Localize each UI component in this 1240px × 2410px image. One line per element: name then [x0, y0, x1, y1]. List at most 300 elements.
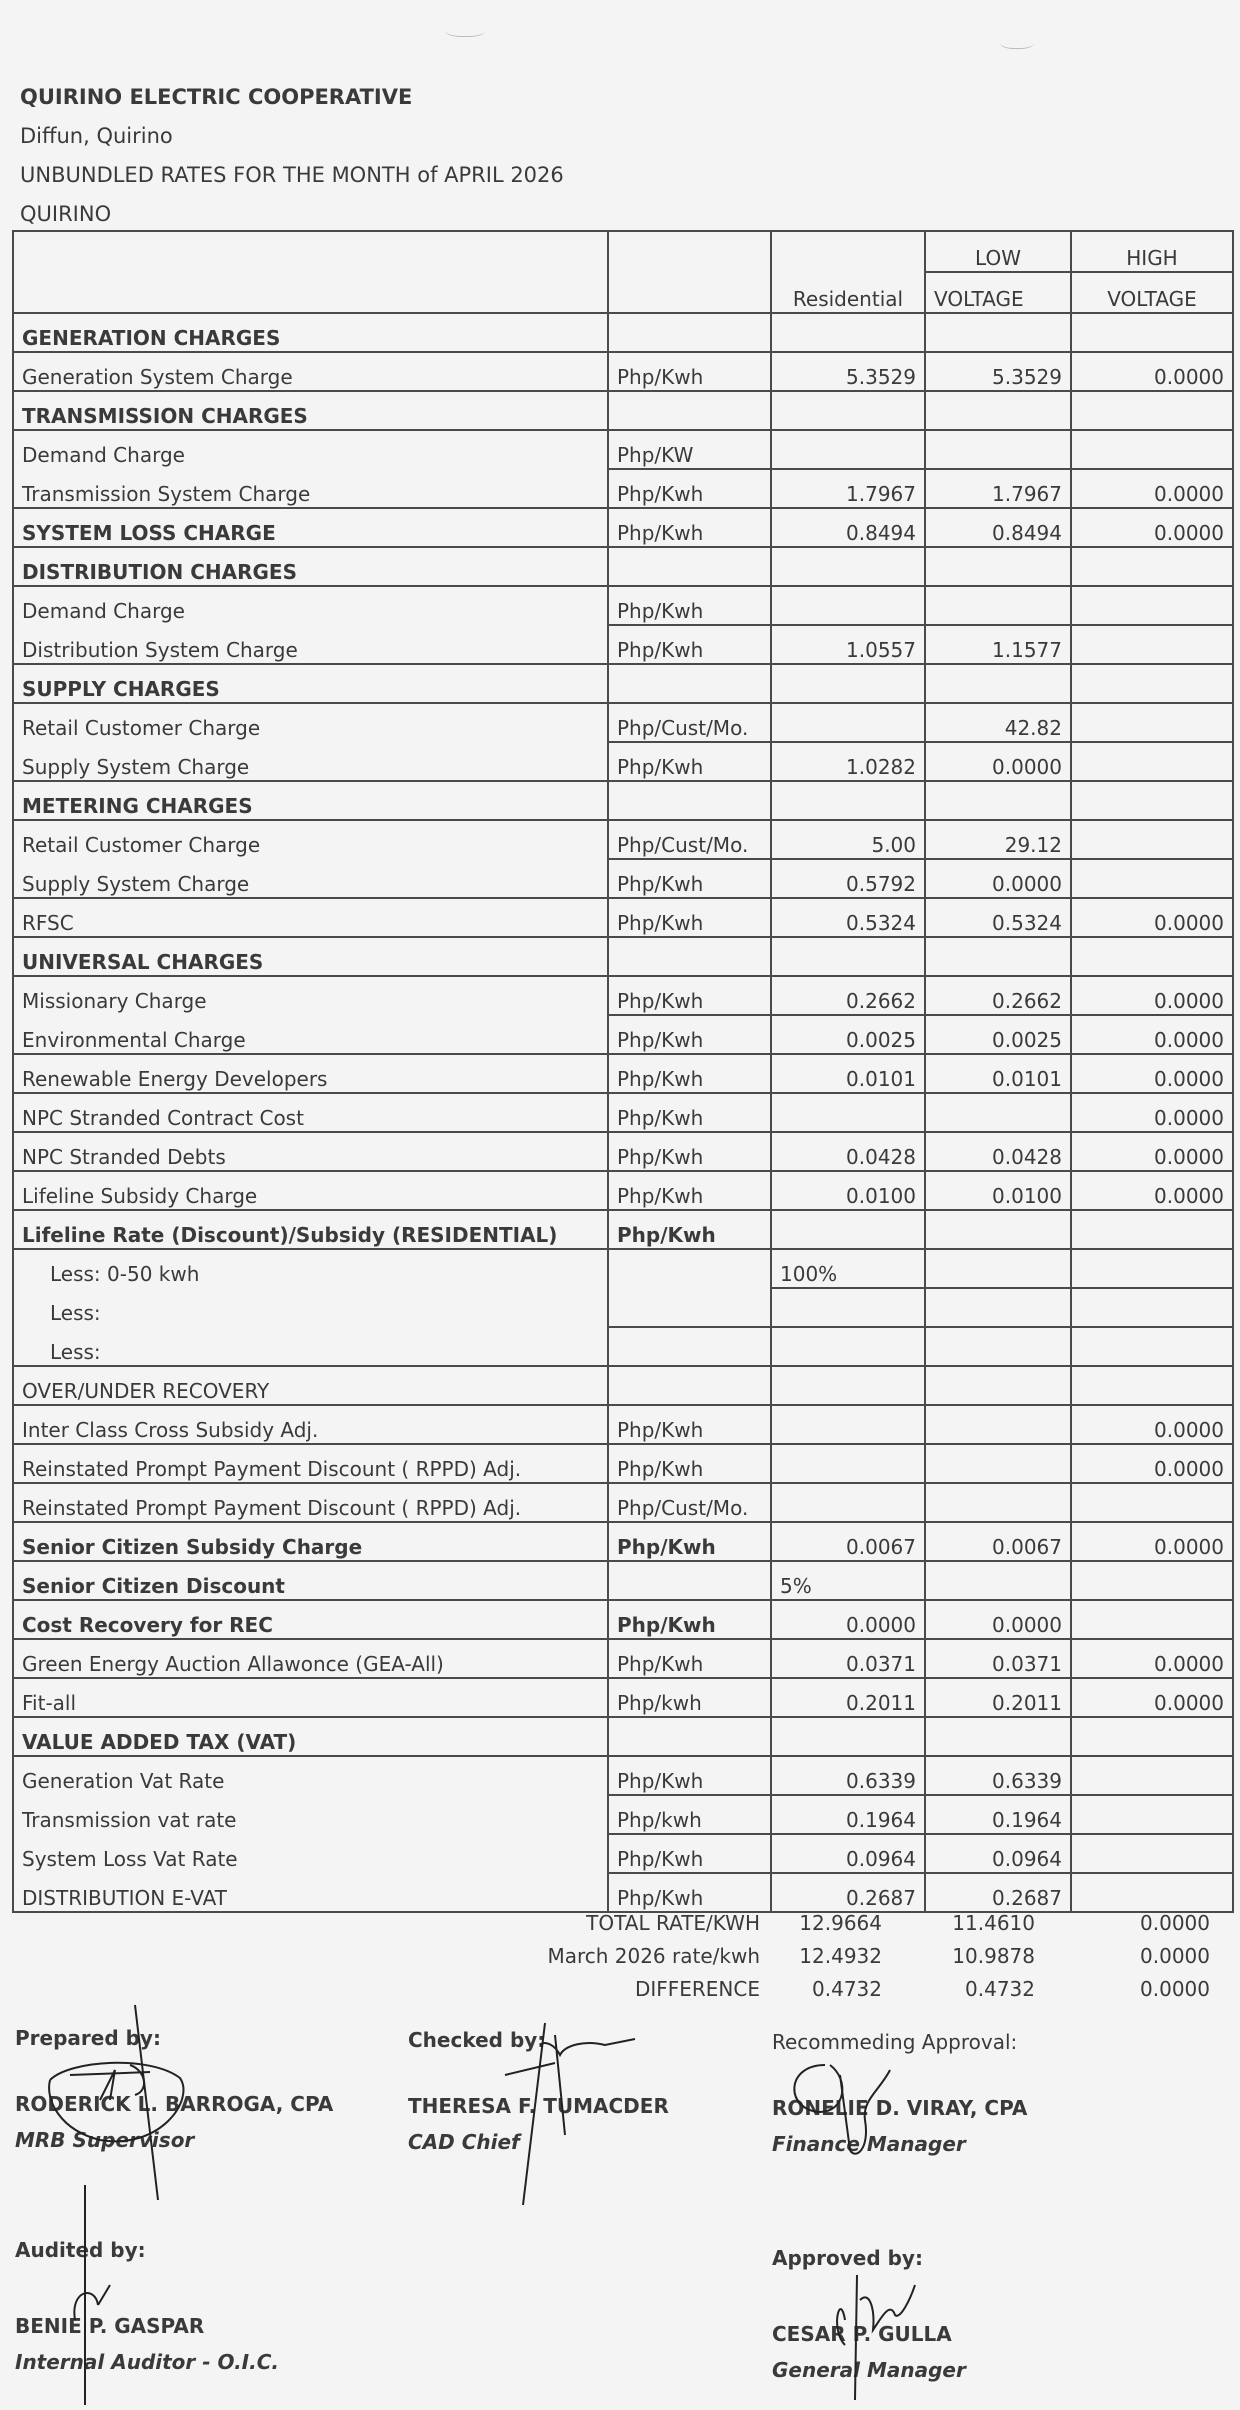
low-voltage-value	[925, 1444, 1071, 1483]
col-header-high-top: HIGH	[1071, 231, 1233, 272]
row-unit: Php/Cust/Mo.	[608, 820, 771, 859]
high-voltage-value	[1071, 1327, 1233, 1366]
residential-value	[771, 1093, 925, 1132]
row-unit: Php/Kwh	[608, 1600, 771, 1639]
checked-position: CAD Chief	[408, 2130, 520, 2154]
residential-value: 5%	[771, 1561, 925, 1600]
high-voltage-value	[1071, 859, 1233, 898]
table-row	[13, 898, 1233, 937]
residential-value	[771, 1483, 925, 1522]
row-unit	[608, 1327, 771, 1366]
high-voltage-value: 0.0000	[1071, 469, 1233, 508]
table-row	[13, 1093, 1233, 1132]
totals-label: TOTAL RATE/KWH	[586, 1911, 760, 1935]
totals-residential: 0.4732	[812, 1977, 882, 2001]
high-voltage-value	[1071, 1210, 1233, 1249]
residential-value	[771, 1444, 925, 1483]
row-label: Lifeline Subsidy Charge	[13, 1171, 608, 1210]
row-label: Environmental Charge	[13, 1015, 608, 1054]
table-row	[13, 1249, 1233, 1288]
low-voltage-value: 0.2662	[925, 976, 1071, 1015]
organization-name: QUIRINO ELECTRIC COOPERATIVE	[20, 85, 413, 109]
residential-value: 0.0964	[771, 1834, 925, 1873]
recommending-position: Finance Manager	[772, 2132, 966, 2156]
totals-section	[0, 1905, 1240, 2004]
recommending-label: Recommeding Approval:	[772, 2030, 1018, 2054]
signatory-recommending	[772, 2024, 1027, 2162]
section-row	[13, 664, 1233, 703]
row-label: VALUE ADDED TAX (VAT)	[13, 1717, 608, 1756]
low-voltage-value: 0.0067	[925, 1522, 1071, 1561]
section-row	[13, 1522, 1233, 1561]
section-row	[13, 1561, 1233, 1600]
high-voltage-value	[1071, 1717, 1233, 1756]
row-unit: Php/Kwh	[608, 1132, 771, 1171]
row-unit	[608, 313, 771, 352]
table-row	[13, 1366, 1233, 1405]
row-label: System Loss Vat Rate	[13, 1834, 608, 1873]
row-unit: Php/Kwh	[608, 1171, 771, 1210]
table-row	[13, 703, 1233, 742]
section-row	[13, 391, 1233, 430]
low-voltage-value	[925, 1483, 1071, 1522]
row-label: Supply System Charge	[13, 859, 608, 898]
residential-value: 1.0557	[771, 625, 925, 664]
row-label: Retail Customer Charge	[13, 820, 608, 859]
low-voltage-value: 0.0428	[925, 1132, 1071, 1171]
row-unit: Php/KW	[608, 430, 771, 469]
document-title: UNBUNDLED RATES FOR THE MONTH of APRIL 2026	[20, 163, 564, 187]
audited-position: Internal Auditor - O.I.C.	[15, 2350, 279, 2374]
row-unit: Php/Cust/Mo.	[608, 1483, 771, 1522]
table-row	[13, 469, 1233, 508]
audited-name: BENIE P. GASPAR	[15, 2314, 205, 2338]
high-voltage-value	[1071, 781, 1233, 820]
row-unit: Php/Kwh	[608, 1834, 771, 1873]
table-row	[13, 1054, 1233, 1093]
residential-value: 1.7967	[771, 469, 925, 508]
low-voltage-value: 0.8494	[925, 508, 1071, 547]
row-label: Senior Citizen Discount	[13, 1561, 608, 1600]
row-label: GENERATION CHARGES	[13, 313, 608, 352]
table-row	[13, 1327, 1233, 1366]
table-row	[13, 1444, 1233, 1483]
recommending-name: RONELIE D. VIRAY, CPA	[772, 2096, 1028, 2120]
high-voltage-value	[1071, 1366, 1233, 1405]
row-label: Green Energy Auction Allawonce (GEA-All)	[13, 1639, 608, 1678]
row-unit: Php/Kwh	[608, 976, 771, 1015]
row-label: Fit-all	[13, 1678, 608, 1717]
totals-low-voltage: 0.4732	[965, 1977, 1035, 2001]
approved-name: CESAR P. GULLA	[772, 2322, 952, 2346]
column-header-row-top	[13, 231, 1233, 272]
totals-label: March 2026 rate/kwh	[547, 1944, 760, 1968]
row-label: SUPPLY CHARGES	[13, 664, 608, 703]
low-voltage-value: 1.1577	[925, 625, 1071, 664]
high-voltage-value	[1071, 547, 1233, 586]
row-unit: Php/kwh	[608, 1678, 771, 1717]
high-voltage-value	[1071, 1834, 1233, 1873]
low-voltage-value	[925, 1093, 1071, 1132]
residential-value: 0.0000	[771, 1600, 925, 1639]
table-row	[13, 430, 1233, 469]
totals-residential: 12.4932	[799, 1944, 882, 1968]
table-row	[13, 625, 1233, 664]
low-voltage-value: 0.0371	[925, 1639, 1071, 1678]
low-voltage-value	[925, 547, 1071, 586]
totals-low-voltage: 11.4610	[952, 1911, 1035, 1935]
header-blank	[13, 272, 608, 313]
residential-value	[771, 547, 925, 586]
high-voltage-value	[1071, 430, 1233, 469]
row-label: Missionary Charge	[13, 976, 608, 1015]
residential-value	[771, 1366, 925, 1405]
totals-high-voltage: 0.0000	[1140, 1944, 1210, 1968]
low-voltage-value	[925, 664, 1071, 703]
col-header-residential: Residential	[771, 272, 925, 313]
residential-value: 0.5324	[771, 898, 925, 937]
totals-low-voltage: 10.9878	[952, 1944, 1035, 1968]
low-voltage-value	[925, 1405, 1071, 1444]
row-unit: Php/Kwh	[608, 1444, 771, 1483]
area-name: QUIRINO	[20, 202, 112, 226]
totals-label: DIFFERENCE	[634, 1977, 760, 2001]
high-voltage-value	[1071, 703, 1233, 742]
residential-value: 0.0025	[771, 1015, 925, 1054]
high-voltage-value: 0.0000	[1071, 1093, 1233, 1132]
row-unit: Php/Kwh	[608, 898, 771, 937]
high-voltage-value	[1071, 937, 1233, 976]
low-voltage-value	[925, 937, 1071, 976]
prepared-position: MRB Supervisor	[15, 2128, 195, 2152]
low-voltage-value: 0.5324	[925, 898, 1071, 937]
high-voltage-value	[1071, 1600, 1233, 1639]
low-voltage-value	[925, 1249, 1071, 1288]
residential-value: 0.0101	[771, 1054, 925, 1093]
header-blank	[13, 231, 608, 272]
residential-value	[771, 781, 925, 820]
totals-row	[0, 1905, 1240, 1938]
signatory-prepared	[15, 2020, 333, 2158]
residential-value	[771, 586, 925, 625]
residential-value: 0.6339	[771, 1756, 925, 1795]
col-header-high-bottom: VOLTAGE	[1071, 272, 1233, 313]
row-unit: Php/Kwh	[608, 1873, 771, 1912]
section-row	[13, 508, 1233, 547]
low-voltage-value: 0.2011	[925, 1678, 1071, 1717]
high-voltage-value	[1071, 1561, 1233, 1600]
residential-value	[771, 1288, 925, 1327]
row-label: NPC Stranded Contract Cost	[13, 1093, 608, 1132]
row-unit	[608, 1288, 771, 1327]
residential-value	[771, 1210, 925, 1249]
residential-value: 0.0100	[771, 1171, 925, 1210]
row-label: NPC Stranded Debts	[13, 1132, 608, 1171]
row-label: Demand Charge	[13, 586, 608, 625]
residential-value	[771, 1327, 925, 1366]
low-voltage-value: 0.1964	[925, 1795, 1071, 1834]
row-label: Reinstated Prompt Payment Discount ( RPPD) Adj.	[13, 1483, 608, 1522]
residential-value	[771, 391, 925, 430]
totals-high-voltage: 0.0000	[1140, 1977, 1210, 2001]
section-row	[13, 781, 1233, 820]
residential-value: 0.5792	[771, 859, 925, 898]
high-voltage-value	[1071, 1795, 1233, 1834]
residential-value: 0.2662	[771, 976, 925, 1015]
table-row	[13, 820, 1233, 859]
low-voltage-value: 0.0100	[925, 1171, 1071, 1210]
high-voltage-value: 0.0000	[1071, 508, 1233, 547]
row-label: Less:	[13, 1288, 608, 1327]
checked-label: Checked by:	[408, 2028, 546, 2052]
col-header-low-bottom: VOLTAGE	[925, 272, 1071, 313]
row-label: SYSTEM LOSS CHARGE	[13, 508, 608, 547]
low-voltage-value	[925, 1717, 1071, 1756]
high-voltage-value: 0.0000	[1071, 1015, 1233, 1054]
table-row	[13, 1795, 1233, 1834]
table-row	[13, 1132, 1233, 1171]
high-voltage-value	[1071, 1288, 1233, 1327]
row-unit	[608, 547, 771, 586]
row-label: UNIVERSAL CHARGES	[13, 937, 608, 976]
row-unit	[608, 937, 771, 976]
low-voltage-value: 0.0000	[925, 1600, 1071, 1639]
low-voltage-value: 0.0101	[925, 1054, 1071, 1093]
high-voltage-value	[1071, 391, 1233, 430]
high-voltage-value: 0.0000	[1071, 1405, 1233, 1444]
table-row	[13, 1405, 1233, 1444]
row-label: Supply System Charge	[13, 742, 608, 781]
table-row	[13, 1834, 1233, 1873]
signatory-audited	[15, 2232, 279, 2380]
row-unit: Php/Kwh	[608, 508, 771, 547]
row-label: DISTRIBUTION E-VAT	[13, 1873, 608, 1912]
row-label: Generation System Charge	[13, 352, 608, 391]
high-voltage-value	[1071, 1756, 1233, 1795]
low-voltage-value	[925, 586, 1071, 625]
low-voltage-value	[925, 1288, 1071, 1327]
row-label: Reinstated Prompt Payment Discount ( RPPD) Adj.	[13, 1444, 608, 1483]
row-unit	[608, 664, 771, 703]
residential-value: 0.2011	[771, 1678, 925, 1717]
high-voltage-value	[1071, 1483, 1233, 1522]
low-voltage-value: 0.0964	[925, 1834, 1071, 1873]
totals-row	[0, 1971, 1240, 2004]
header-blank	[608, 272, 771, 313]
signatory-checked	[408, 2022, 669, 2160]
residential-value: 0.0428	[771, 1132, 925, 1171]
row-label: TRANSMISSION CHARGES	[13, 391, 608, 430]
low-voltage-value: 0.2687	[925, 1873, 1071, 1912]
residential-value	[771, 937, 925, 976]
row-label: Inter Class Cross Subsidy Adj.	[13, 1405, 608, 1444]
residential-value: 100%	[771, 1249, 925, 1288]
high-voltage-value: 0.0000	[1071, 1054, 1233, 1093]
rates-table	[12, 230, 1234, 1913]
residential-value: 5.00	[771, 820, 925, 859]
residential-value	[771, 430, 925, 469]
document-header	[20, 78, 564, 234]
row-unit: Php/Kwh	[608, 352, 771, 391]
high-voltage-value	[1071, 313, 1233, 352]
prepared-label: Prepared by:	[15, 2026, 161, 2050]
table-row	[13, 1678, 1233, 1717]
row-label: METERING CHARGES	[13, 781, 608, 820]
row-unit: Php/Kwh	[608, 1093, 771, 1132]
row-label: Generation Vat Rate	[13, 1756, 608, 1795]
signatory-approved	[772, 2240, 966, 2388]
section-row	[13, 937, 1233, 976]
high-voltage-value: 0.0000	[1071, 1678, 1233, 1717]
residential-value	[771, 703, 925, 742]
low-voltage-value: 29.12	[925, 820, 1071, 859]
residential-value: 0.1964	[771, 1795, 925, 1834]
residential-value: 5.3529	[771, 352, 925, 391]
row-unit: Php/Kwh	[608, 1054, 771, 1093]
row-unit: Php/Kwh	[608, 1756, 771, 1795]
high-voltage-value: 0.0000	[1071, 1522, 1233, 1561]
row-unit	[608, 1366, 771, 1405]
section-row	[13, 547, 1233, 586]
row-unit: Php/Kwh	[608, 586, 771, 625]
low-voltage-value	[925, 1561, 1071, 1600]
residential-value: 1.0282	[771, 742, 925, 781]
prepared-name: RODERICK L. BARROGA, CPA	[15, 2092, 334, 2116]
row-unit	[608, 391, 771, 430]
low-voltage-value: 42.82	[925, 703, 1071, 742]
row-unit: Php/Kwh	[608, 625, 771, 664]
row-label: Less: 0-50 kwh	[13, 1249, 608, 1288]
row-unit: Php/Kwh	[608, 859, 771, 898]
totals-residential: 12.9664	[799, 1911, 882, 1935]
table-row	[13, 859, 1233, 898]
row-label: Cost Recovery for REC	[13, 1600, 608, 1639]
table-row	[13, 1171, 1233, 1210]
low-voltage-value	[925, 430, 1071, 469]
high-voltage-value	[1071, 664, 1233, 703]
table-row	[13, 1288, 1233, 1327]
row-unit: Php/kwh	[608, 1795, 771, 1834]
row-label: Transmission System Charge	[13, 469, 608, 508]
low-voltage-value	[925, 1366, 1071, 1405]
table-row	[13, 352, 1233, 391]
row-label: Senior Citizen Subsidy Charge	[13, 1522, 608, 1561]
section-row	[13, 313, 1233, 352]
high-voltage-value: 0.0000	[1071, 352, 1233, 391]
table-row	[13, 1756, 1233, 1795]
row-unit: Php/Kwh	[608, 469, 771, 508]
high-voltage-value	[1071, 625, 1233, 664]
low-voltage-value	[925, 1210, 1071, 1249]
checked-name: THERESA F. TUMACDER	[408, 2094, 669, 2118]
row-label: RFSC	[13, 898, 608, 937]
row-unit	[608, 1717, 771, 1756]
row-label: Renewable Energy Developers	[13, 1054, 608, 1093]
high-voltage-value: 0.0000	[1071, 1639, 1233, 1678]
row-unit	[608, 1561, 771, 1600]
low-voltage-value: 1.7967	[925, 469, 1071, 508]
high-voltage-value: 0.0000	[1071, 1171, 1233, 1210]
residential-value: 0.0371	[771, 1639, 925, 1678]
high-voltage-value	[1071, 742, 1233, 781]
low-voltage-value: 0.6339	[925, 1756, 1071, 1795]
row-unit: Php/Kwh	[608, 1015, 771, 1054]
high-voltage-value: 0.0000	[1071, 976, 1233, 1015]
table-row	[13, 1483, 1233, 1522]
residential-value	[771, 1405, 925, 1444]
row-label: DISTRIBUTION CHARGES	[13, 547, 608, 586]
high-voltage-value: 0.0000	[1071, 1132, 1233, 1171]
row-label: Transmission vat rate	[13, 1795, 608, 1834]
approved-label: Approved by:	[772, 2246, 923, 2270]
high-voltage-value: 0.0000	[1071, 1444, 1233, 1483]
row-label: Retail Customer Charge	[13, 703, 608, 742]
scan-mark	[445, 22, 485, 37]
row-label: Less:	[13, 1327, 608, 1366]
scan-mark	[1000, 34, 1034, 49]
residential-value	[771, 1717, 925, 1756]
row-unit: Php/Kwh	[608, 1210, 771, 1249]
table-row	[13, 586, 1233, 625]
low-voltage-value: 5.3529	[925, 352, 1071, 391]
residential-value: 0.2687	[771, 1873, 925, 1912]
row-label: Distribution System Charge	[13, 625, 608, 664]
row-label: Demand Charge	[13, 430, 608, 469]
table-row	[13, 1639, 1233, 1678]
high-voltage-value	[1071, 586, 1233, 625]
low-voltage-value	[925, 313, 1071, 352]
section-row	[13, 1600, 1233, 1639]
row-label: OVER/UNDER RECOVERY	[13, 1366, 608, 1405]
residential-value: 0.0067	[771, 1522, 925, 1561]
low-voltage-value	[925, 391, 1071, 430]
table-row	[13, 742, 1233, 781]
header-blank	[771, 231, 925, 272]
column-header-row-bottom	[13, 272, 1233, 313]
section-row	[13, 1717, 1233, 1756]
low-voltage-value: 0.0000	[925, 859, 1071, 898]
row-label: Lifeline Rate (Discount)/Subsidy (RESIDENTIAL)	[13, 1210, 608, 1249]
row-unit	[608, 781, 771, 820]
residential-value	[771, 664, 925, 703]
high-voltage-value	[1071, 1249, 1233, 1288]
totals-high-voltage: 0.0000	[1140, 1911, 1210, 1935]
row-unit: Php/Kwh	[608, 1639, 771, 1678]
col-header-low-top: LOW	[925, 231, 1071, 272]
residential-value: 0.8494	[771, 508, 925, 547]
totals-row	[0, 1938, 1240, 1971]
low-voltage-value: 0.0025	[925, 1015, 1071, 1054]
approved-position: General Manager	[772, 2358, 966, 2382]
high-voltage-value	[1071, 820, 1233, 859]
residential-value	[771, 313, 925, 352]
row-unit: Php/Cust/Mo.	[608, 703, 771, 742]
row-unit: Php/Kwh	[608, 742, 771, 781]
organization-location: Diffun, Quirino	[20, 124, 173, 148]
table-row	[13, 1015, 1233, 1054]
low-voltage-value: 0.0000	[925, 742, 1071, 781]
row-unit	[608, 1249, 771, 1288]
row-unit: Php/Kwh	[608, 1522, 771, 1561]
audited-label: Audited by:	[15, 2238, 146, 2262]
table-row	[13, 976, 1233, 1015]
row-unit: Php/Kwh	[608, 1405, 771, 1444]
header-blank	[608, 231, 771, 272]
section-row	[13, 1210, 1233, 1249]
low-voltage-value	[925, 781, 1071, 820]
high-voltage-value: 0.0000	[1071, 898, 1233, 937]
low-voltage-value	[925, 1327, 1071, 1366]
